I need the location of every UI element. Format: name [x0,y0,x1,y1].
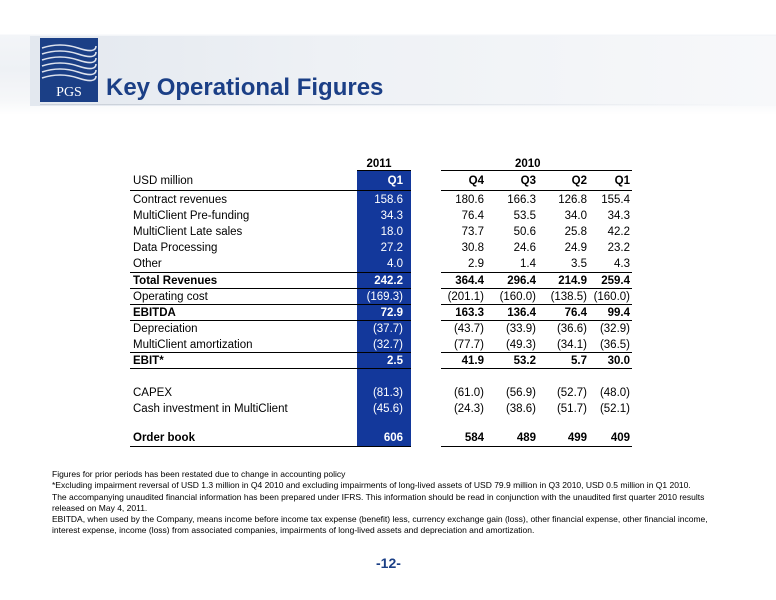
table-cell: 180.6 [455,194,484,206]
table-cell: 5.7 [571,355,587,367]
page-title: Key Operational Figures [106,74,384,101]
table-cell: 24.9 [564,242,587,254]
table-cell: 166.3 [507,194,536,206]
table-cell: (43.7) [453,323,484,335]
unit-label: USD million [133,175,194,187]
table-cell: (36.6) [556,323,587,335]
table-cell: (36.5) [599,339,630,351]
row-rule [130,368,632,369]
table-cell: 23.2 [607,242,630,254]
year-underline-2010 [441,170,632,171]
table-cell: (51.7) [556,403,587,415]
table-cell: (81.3) [372,387,403,399]
table-cell: (52.7) [556,387,587,399]
table-cell: (38.6) [505,403,536,415]
table-cell: 1.4 [520,258,536,270]
table-cell: 489 [516,432,536,444]
table-row-label: Order book [133,432,195,444]
column-header: Q3 [520,175,536,187]
table-cell: 34.3 [607,210,630,222]
table-cell: 18.0 [380,226,403,238]
table-cell: 2.9 [468,258,484,270]
table-cell: 409 [610,432,630,444]
table-bottom-rule [130,446,632,447]
year-header-2011: 2011 [366,158,392,170]
table-cell: 163.3 [455,307,484,319]
table-cell: (160.0) [593,291,630,303]
table-cell: 126.8 [558,194,587,206]
column-header: Q1 [614,175,630,187]
table-cell: 296.4 [507,275,536,287]
table-row-label: MultiClient amortization [133,339,253,351]
footnote: The accompanying unaudited financial information has been prepared under IFRS. This information should be read in conjunction with the unaudited first quarter 2010 results released on May 4, 2011. [52,491,705,513]
table-cell: 42.2 [607,226,630,238]
table-row-label: MultiClient Pre-funding [133,210,250,222]
table-cell: 155.4 [601,194,630,206]
table-row-label: Data Processing [133,242,218,254]
table-cell: (61.0) [453,387,484,399]
row-rule [130,320,632,321]
table-cell: 3.5 [571,258,587,270]
table-cell: 72.9 [380,307,403,319]
table-cell: (37.7) [372,323,403,335]
table-cell: 242.2 [374,275,403,287]
pgs-logo [40,38,98,102]
row-rule [130,304,632,305]
table-cell: 24.6 [513,242,536,254]
table-cell: (169.3) [366,291,403,303]
table-cell: 4.3 [614,258,630,270]
table-cell: (160.0) [499,291,536,303]
table-cell: 34.3 [380,210,403,222]
footnote: EBITDA, when used by the Company, means income before income tax expense (benefit) less, currency exchange gain (loss), other financial expense, other financial income, interest expense, income (loss) from associated companies, impairments of long-lived assets and depreciation and amortization. [52,514,708,536]
title-underline [40,104,740,105]
table-row-label: Other [133,258,162,270]
table-cell: 50.6 [513,226,536,238]
page-number: -12- [376,555,401,571]
header-rule [130,190,632,191]
column-gap [411,170,441,448]
table-cell: 499 [567,432,587,444]
year-header-2010: 2010 [515,158,541,170]
table-row-label: Total Revenues [133,275,218,287]
table-cell: 4.0 [387,258,403,270]
table-cell: 76.4 [461,210,484,222]
table-cell: 158.6 [374,194,403,206]
table-cell: 259.4 [601,275,630,287]
column-header: Q4 [468,175,484,187]
table-cell: (52.1) [599,403,630,415]
table-row-label: EBITDA [133,307,176,319]
table-row-label: Cash investment in MultiClient [133,403,288,415]
table-cell: (34.1) [556,339,587,351]
table-cell: (45.6) [372,403,403,415]
table-cell: (201.1) [447,291,484,303]
table-cell: (138.5) [550,291,587,303]
table-row-label: Depreciation [133,323,198,335]
year-underline-2011 [357,170,411,171]
table-cell: (56.9) [505,387,536,399]
logo-text: PGS [56,85,82,100]
table-cell: 214.9 [558,275,587,287]
footnotes [52,469,722,537]
column-header: Q1 [387,175,403,187]
table-cell: 606 [383,432,403,444]
column-header: Q2 [571,175,587,187]
table-cell: 34.0 [564,210,587,222]
table-row-label: EBIT* [133,355,164,367]
table-cell: 73.7 [461,226,484,238]
table-row-label: MultiClient Late sales [133,226,243,238]
table-cell: 99.4 [607,307,630,319]
table-cell: (32.9) [599,323,630,335]
table-cell: 25.8 [564,226,587,238]
table-cell: 30.8 [461,242,484,254]
row-rule [130,288,632,289]
table-cell: 584 [464,432,484,444]
table-cell: (24.3) [453,403,484,415]
table-cell: (77.7) [453,339,484,351]
table-row-label: Operating cost [133,291,208,303]
table-cell: 30.0 [607,355,630,367]
table-cell: 53.2 [513,355,536,367]
table-cell: 53.5 [513,210,536,222]
table-cell: (32.7) [372,339,403,351]
footnote: Figures for prior periods has been restated due to change in accounting policy [52,469,346,479]
table-cell: (48.0) [599,387,630,399]
table-row-label: Contract revenues [133,194,227,206]
row-rule [130,272,632,273]
table-cell: 2.5 [387,355,403,367]
table-cell: 364.4 [455,275,484,287]
table-cell: 41.9 [461,355,484,367]
footnote: *Excluding impairment reversal of USD 1.3 million in Q4 2010 and excluding impairments of long-lived assets of USD 79.9 million in Q3 2010, USD 0.5 million in Q1 2010. [52,480,691,491]
table-cell: 76.4 [564,307,587,319]
table-cell: 136.4 [507,307,536,319]
table-cell: (49.3) [505,339,536,351]
row-rule [130,352,632,353]
table-cell: (33.9) [505,323,536,335]
table-row-label: CAPEX [133,387,172,399]
table-cell: 27.2 [380,242,403,254]
